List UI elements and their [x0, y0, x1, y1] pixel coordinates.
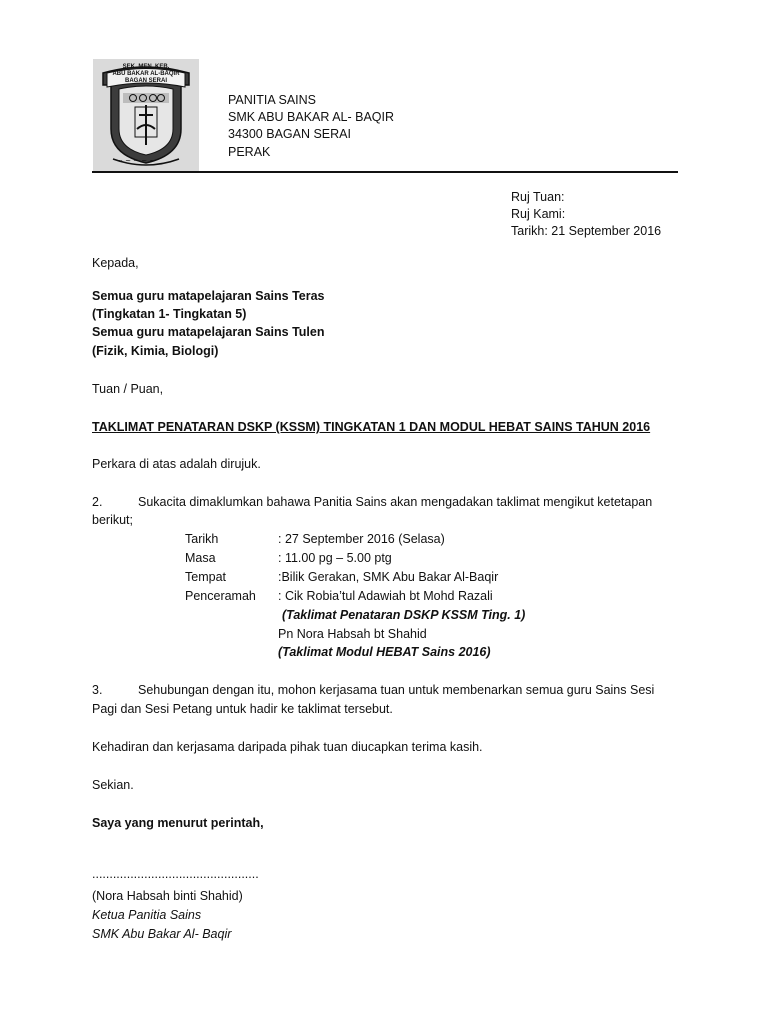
salutation-to: Kepada, — [92, 256, 139, 270]
signatory-title: Ketua Panitia Sains — [92, 908, 202, 922]
recipient-line-2: (Tingkatan 1- Tingkatan 5) — [92, 307, 247, 321]
signature-line: ................................................ — [92, 867, 259, 881]
paragraph-3-number: 3. — [92, 683, 103, 697]
paragraph-3-line-2: Pagi dan Sesi Petang untuk hadir ke taklimat tersebut. — [92, 702, 393, 716]
letterhead-divider — [92, 171, 678, 173]
detail-label-penceramah: Penceramah — [185, 589, 256, 603]
paragraph-2-line-2: berikut; — [92, 513, 133, 527]
speaker-1-session: (Taklimat Penataran DSKP KSSM Ting. 1) — [282, 608, 526, 622]
paragraph-3-line-1: Sehubungan dengan itu, mohon kerjasama tuan untuk membenarkan semua guru Sains Sesi — [138, 683, 655, 697]
paragraph-2-line-1: Sukacita dimaklumkan bahawa Panitia Sains akan mengadakan taklimat mengikut ketetapan — [138, 495, 653, 509]
signatory-name: (Nora Habsah binti Shahid) — [92, 889, 243, 903]
recipient-line-3: Semua guru matapelajaran Sains Tulen — [92, 325, 325, 339]
recipient-line-4: (Fizik, Kimia, Biologi) — [92, 344, 219, 358]
paragraph-2-number: 2. — [92, 495, 103, 509]
detail-label-masa: Masa — [185, 551, 216, 565]
detail-value-masa: : 11.00 pg – 5.00 ptg — [278, 551, 392, 565]
subject-line: TAKLIMAT PENATARAN DSKP (KSSM) TINGKATAN 1 DAN MODUL HEBAT SAINS TAHUN 2016 — [92, 420, 651, 434]
letterhead-line-2: SMK ABU BAKAR AL- BAQIR — [228, 110, 395, 124]
school-crest-icon — [93, 59, 199, 171]
crest-text: SEK. MEN. KEB. ABU BAKAR AL-BAQIR BAGAN SERAI — [112, 64, 180, 84]
letterhead-line-3: 34300 BAGAN SERAI — [228, 127, 351, 141]
ruj-kami: Ruj Kami: — [511, 207, 566, 221]
sekian: Sekian. — [92, 778, 134, 792]
speaker-2-session: (Taklimat Modul HEBAT Sains 2016) — [278, 645, 491, 659]
speaker-2-name: Pn Nora Habsah bt Shahid — [278, 627, 427, 641]
ruj-tuan: Ruj Tuan: — [511, 190, 565, 204]
letterhead-line-4: PERAK — [228, 145, 271, 159]
detail-label-tarikh: Tarikh — [185, 532, 219, 546]
letter-date: Tarikh: 21 September 2016 — [511, 224, 662, 238]
detail-value-penceramah: : Cik Robia’tul Adawiah bt Mohd Razali — [278, 589, 493, 603]
greeting: Tuan / Puan, — [92, 382, 164, 396]
svg-text:~ ~ ~ ~ ~: ~ ~ ~ ~ ~ — [117, 157, 156, 165]
closing-thanks: Kehadiran dan kerjasama daripada pihak tuan diucapkan terima kasih. — [92, 740, 483, 754]
detail-label-tempat: Tempat — [185, 570, 226, 584]
paragraph-1: Perkara di atas adalah dirujuk. — [92, 457, 261, 471]
signatory-school: SMK Abu Bakar Al- Baqir — [92, 927, 232, 941]
detail-value-tempat: :Bilik Gerakan, SMK Abu Bakar Al-Baqir — [278, 570, 499, 584]
letterhead-line-1: PANITIA SAINS — [228, 93, 316, 107]
detail-value-tarikh: : 27 September 2016 (Selasa) — [278, 532, 445, 546]
command-line: Saya yang menurut perintah, — [92, 816, 264, 830]
recipient-line-1: Semua guru matapelajaran Sains Teras — [92, 289, 325, 303]
